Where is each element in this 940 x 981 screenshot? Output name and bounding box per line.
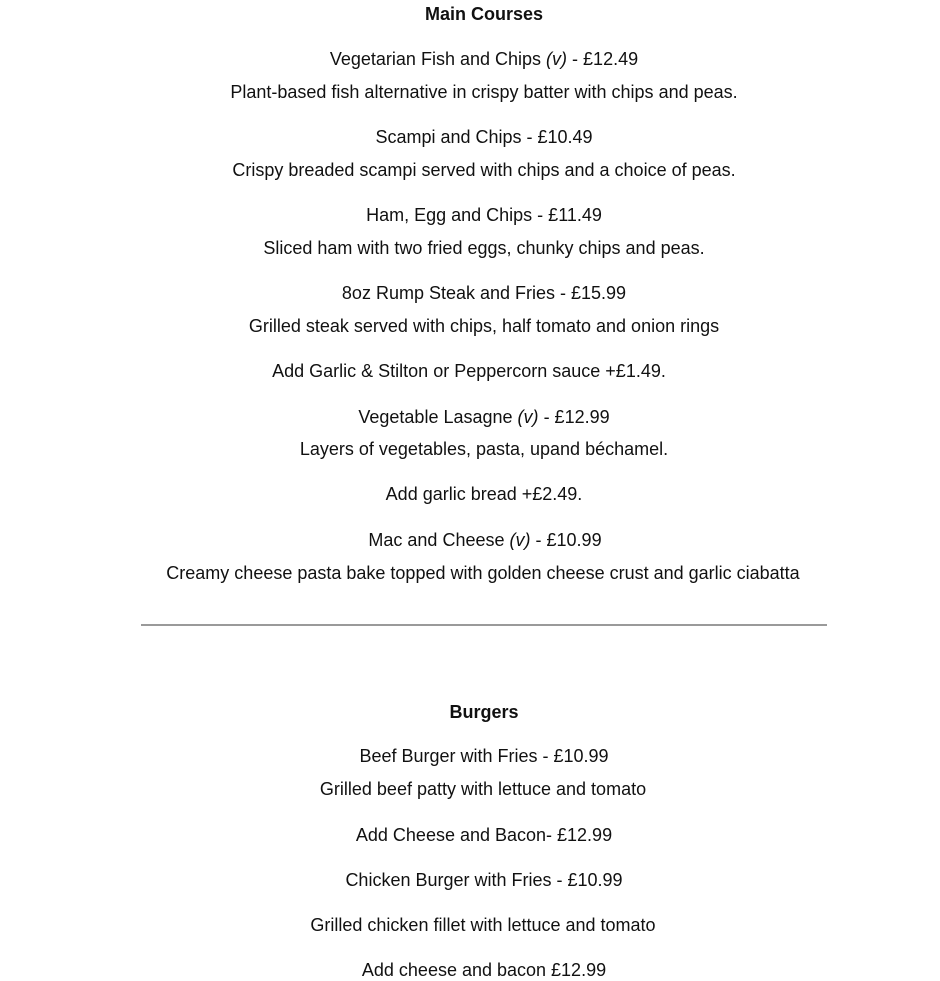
menu-item-description: Layers of vegetables, pasta, upand béchamel. — [299, 439, 669, 459]
menu-item-addon: Add cheese and bacon £12.99 — [361, 960, 607, 980]
item-price: - £12.99 — [543, 407, 610, 427]
menu-item-description: Crispy breaded scampi served with chips and a choice of peas. — [232, 160, 736, 180]
menu-item-title — [0, 48, 940, 70]
menu-item-description: Grilled chicken fillet with lettuce and tomato — [310, 915, 656, 935]
vegetarian-mark: (v) — [509, 530, 531, 550]
menu-item-description: Creamy cheese pasta bake topped with golden cheese crust and garlic ciabatta — [166, 563, 800, 583]
vegetarian-mark: (v) — [546, 49, 568, 69]
item-name: Vegetarian Fish and Chips — [329, 49, 542, 69]
menu-item-title: 8oz Rump Steak and Fries - £15.99 — [341, 283, 627, 303]
menu-item-title: Beef Burger with Fries - £10.99 — [359, 746, 609, 766]
menu-item-description: Grilled beef patty with lettuce and tomato — [319, 779, 647, 799]
menu-item-addon: Add garlic bread +£2.49. — [385, 484, 583, 504]
item-name: Mac and Cheese — [368, 530, 505, 550]
menu-item-description: Grilled steak served with chips, half tomato and onion rings — [248, 316, 720, 336]
menu-item-title: Chicken Burger with Fries - £10.99 — [345, 870, 623, 890]
menu-item-description: Plant-based fish alternative in crispy batter with chips and peas. — [230, 82, 738, 102]
menu-item-title — [0, 529, 940, 551]
menu-item-addon: Add Garlic & Stilton or Peppercorn sauce +£1.49. — [272, 361, 666, 381]
item-name: Vegetable Lasagne — [358, 407, 513, 427]
item-price: - £12.49 — [572, 49, 639, 69]
menu-item-addon: Add Cheese and Bacon- £12.99 — [355, 825, 613, 845]
menu-item-title: Ham, Egg and Chips - £11.49 — [366, 205, 602, 225]
item-price: - £10.99 — [535, 530, 602, 550]
section-divider — [141, 624, 827, 626]
burgers-heading: Burgers — [449, 702, 519, 722]
menu-item-title — [0, 406, 940, 428]
main-courses-heading: Main Courses — [424, 4, 544, 24]
menu-item-description: Sliced ham with two fried eggs, chunky chips and peas. — [263, 238, 705, 258]
menu-item-title: Scampi and Chips - £10.49 — [375, 127, 593, 147]
vegetarian-mark: (v) — [517, 407, 539, 427]
